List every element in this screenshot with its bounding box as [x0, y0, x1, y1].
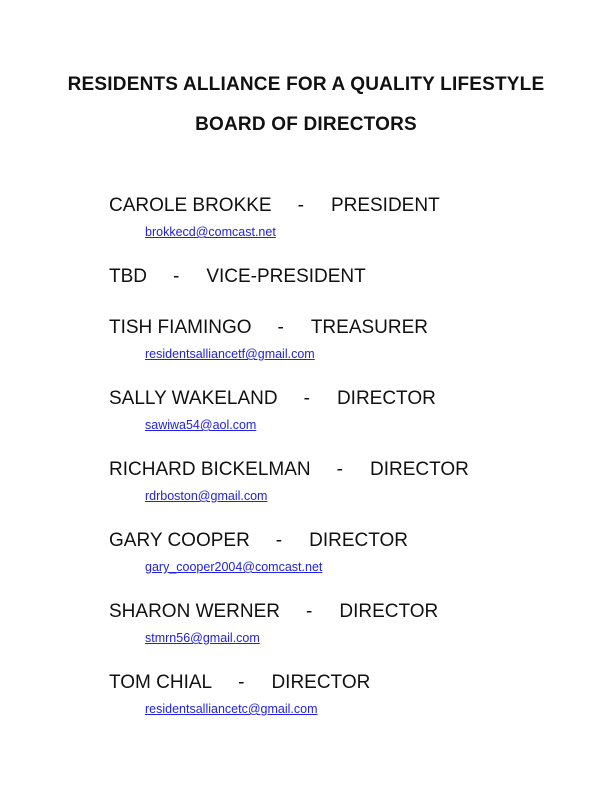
member-name: TOM CHIAL [109, 672, 213, 693]
member-name: RICHARD BICKELMAN [109, 459, 311, 480]
board-entry-name-line [109, 459, 612, 481]
board-entry-name-line [109, 530, 612, 552]
member-email-link[interactable]: rdrboston@gmail.com [145, 489, 268, 503]
member-role: DIRECTOR [271, 672, 371, 693]
document-subtitle: BOARD OF DIRECTORS [195, 114, 417, 135]
member-role: DIRECTOR [336, 388, 436, 409]
member-email-link[interactable]: residentsalliancetc@gmail.com [145, 702, 318, 716]
dash-separator: - [277, 317, 284, 338]
dash-separator: - [303, 388, 310, 409]
board-entry-name-line [109, 601, 612, 623]
board-entry-name-line [109, 266, 612, 288]
dash-separator: - [306, 601, 313, 622]
member-role: VICE-PRESIDENT [206, 266, 366, 287]
member-name: TISH FIAMINGO [109, 317, 252, 338]
board-entry [109, 530, 612, 576]
dash-separator: - [336, 459, 343, 480]
member-role: DIRECTOR [309, 530, 409, 551]
member-name: CAROLE BROKKE [109, 195, 272, 216]
document-title: RESIDENTS ALLIANCE FOR A QUALITY LIFESTYLE [67, 74, 545, 95]
member-email-link[interactable]: gary_cooper2004@comcast.net [145, 560, 323, 574]
dash-separator: - [297, 195, 304, 216]
member-name: GARY COOPER [109, 530, 250, 551]
board-entry [109, 459, 612, 505]
member-email-link[interactable]: residentsalliancetf@gmail.com [145, 347, 315, 361]
member-email-link[interactable]: brokkecd@comcast.net [145, 225, 276, 239]
dash-separator: - [275, 530, 283, 551]
board-entry-name-line [109, 672, 612, 694]
board-list [0, 195, 612, 718]
board-entry [109, 601, 612, 647]
member-email-link[interactable]: stmrn56@gmail.com [145, 631, 260, 645]
board-entry-name-line [109, 317, 612, 339]
dash-separator: - [173, 266, 180, 287]
member-email-link[interactable]: sawiwa54@aol.com [145, 418, 257, 432]
board-entry-name-line [109, 195, 612, 217]
board-entry [109, 195, 612, 241]
member-role: TREASURER [310, 317, 429, 338]
board-entry-name-line [109, 388, 612, 410]
member-name: SHARON WERNER [109, 601, 281, 622]
member-role: PRESIDENT [330, 195, 440, 216]
board-entry [109, 672, 612, 718]
dash-separator: - [238, 672, 245, 693]
member-name: SALLY WAKELAND [109, 388, 278, 409]
member-role: DIRECTOR [369, 459, 469, 480]
member-role: DIRECTOR [339, 601, 439, 622]
board-entry [109, 388, 612, 434]
member-name: TBD [109, 266, 147, 287]
board-entry [109, 266, 612, 288]
board-entry [109, 317, 612, 363]
